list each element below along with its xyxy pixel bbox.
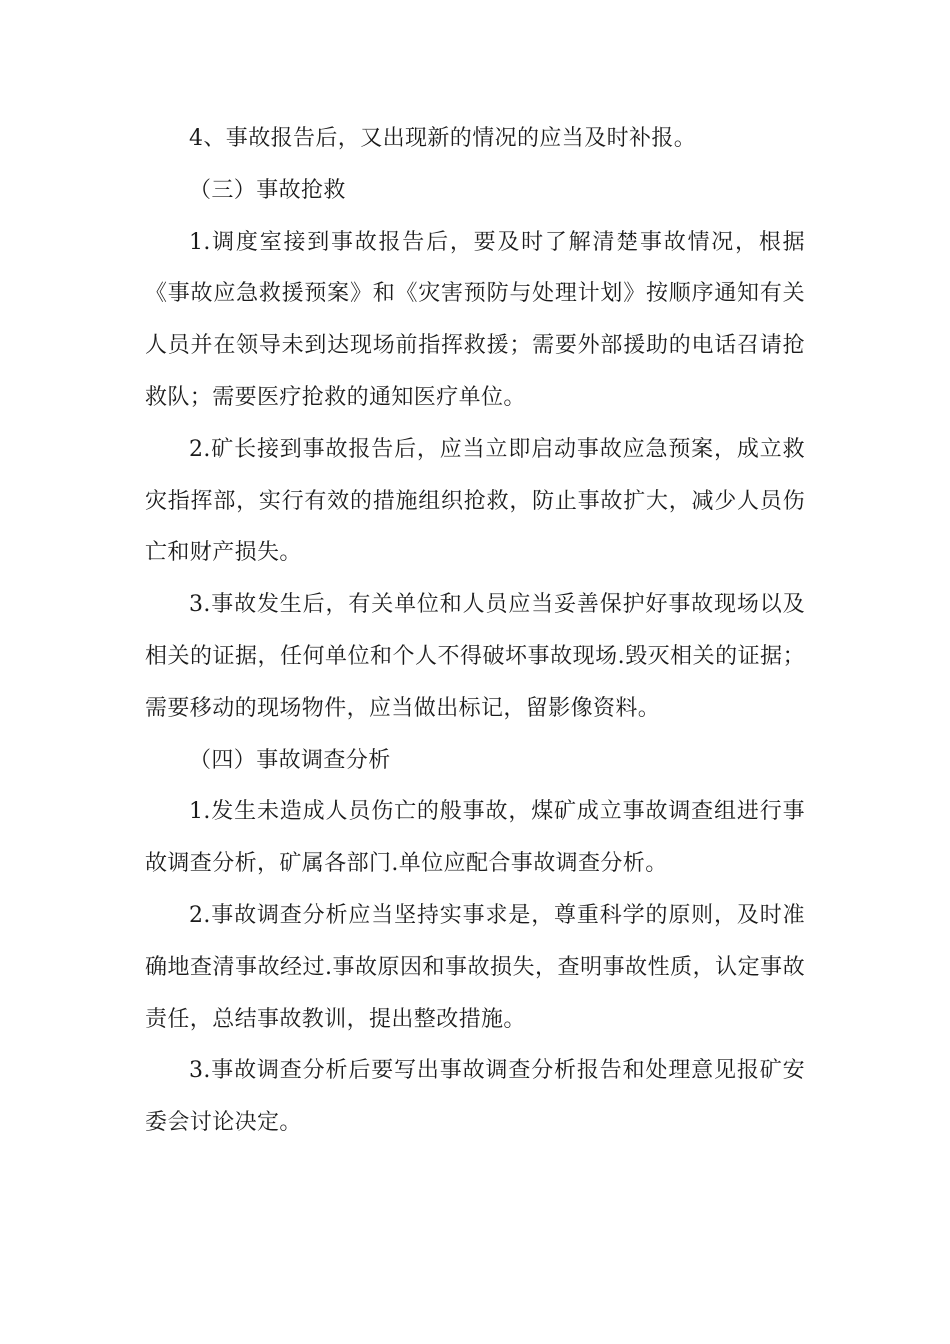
section-heading-rescue: （三）事故抢救 — [189, 177, 346, 203]
paragraph-investigation-1: 1.发生未造成人员伤亡的般事故，煤矿成立事故调查组进行事故调查分析，矿属各部门.单位应配合事故调查分析。 — [145, 799, 805, 877]
paragraph-investigation-3: 3.事故调查分析后要写出事故调查分析报告和处理意见报矿安委会讨论决定。 — [145, 1058, 805, 1136]
document-body — [145, 113, 805, 1149]
paragraph-rescue-3: 3.事故发生后，有关单位和人员应当妥善保护好事故现场以及相关的证据，任何单位和个人不得破坏事故现场.毁灭相关的证据；需要移动的现场物件，应当做出标记，留影像资料。 — [145, 592, 805, 721]
paragraph-rescue-2: 2.矿长接到事故报告后，应当立即启动事故应急预案，成立救灾指挥部，实行有效的措施组织抢救，防止事故扩大，减少人员伤亡和财产损失。 — [145, 436, 805, 566]
paragraph-rescue-1: 1.调度室接到事故报告后，要及时了解清楚事故情况，根据《事故应急救援预案》和《灾害预防与处理计划》按顺序通知有关人员并在领导未到达现场前指挥救援；需要外部援助的电话召请抢救队；需要医疗抢救的通知医疗单位。 — [145, 229, 805, 410]
section-heading-investigation: （四）事故调查分析 — [189, 747, 391, 773]
paragraph-report-supplement: 4、事故报告后，又出现新的情况的应当及时补报。 — [189, 126, 697, 151]
paragraph-investigation-2: 2.事故调查分析应当坚持实事求是，尊重科学的原则，及时准确地查清事故经过.事故原因和事故损失，查明事故性质，认定事故责任，总结事故教训，提出整改措施。 — [145, 902, 805, 1032]
